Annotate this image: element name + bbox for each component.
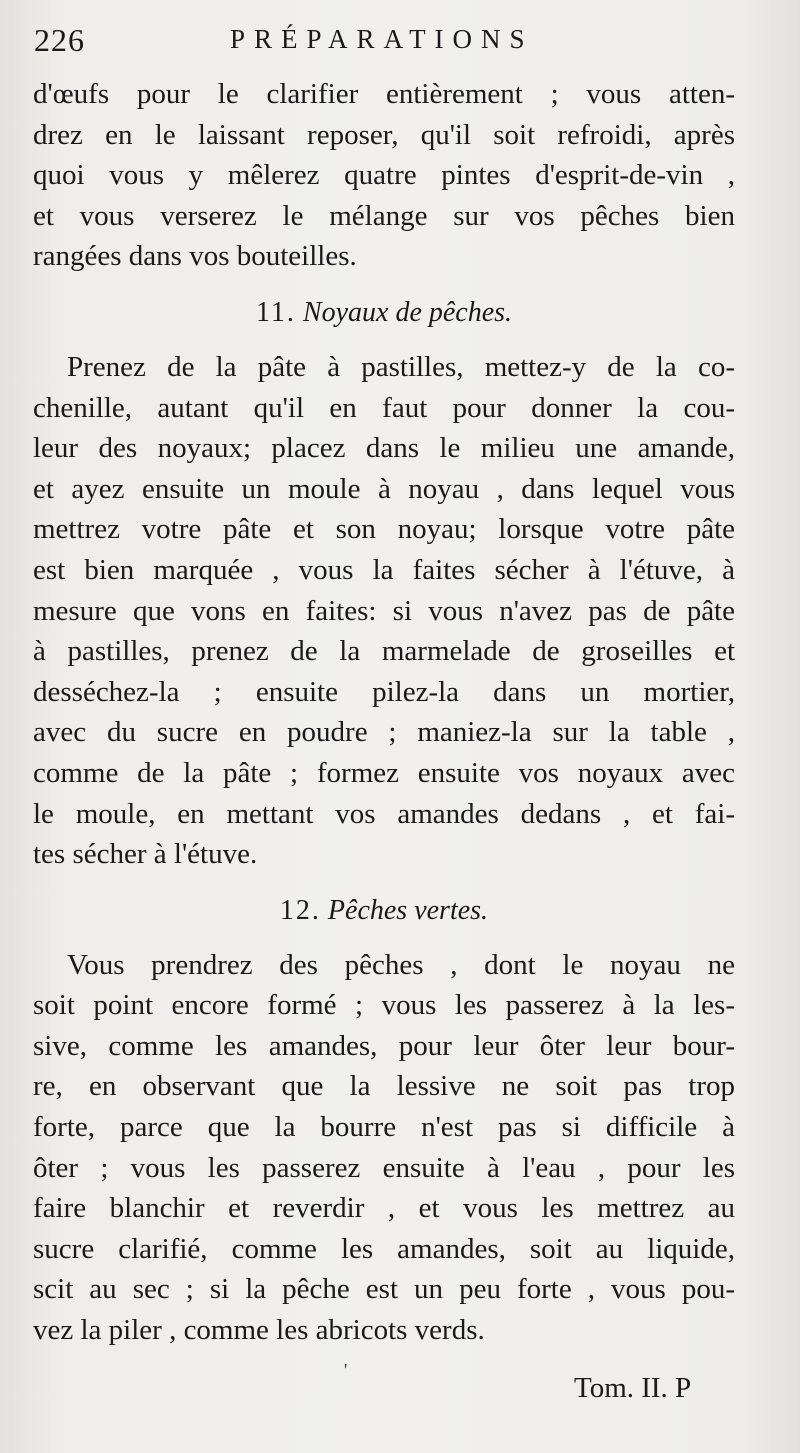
signature-mark: Tom. II. P (574, 1372, 692, 1404)
text-block (33, 74, 735, 1351)
page-number: 226 (34, 22, 85, 58)
text-line: sucre clarifié, comme les amandes, soit au liquide, (33, 1232, 735, 1265)
text-line: d'œufs pour le clarifier entièrement ; vous atten- (33, 78, 735, 110)
section-number: 11. (255, 296, 296, 328)
section-number: 12. (279, 894, 321, 926)
section-title: Noyaux de pêches. (302, 296, 513, 328)
text-line: et vous verserez le mélange sur vos pêches bien (33, 199, 735, 232)
text-line: desséchez-la ; ensuite pilez-la dans un mortier, (33, 675, 735, 708)
text-line: Prenez de la pâte à pastilles, mettez-y de la co- (67, 350, 735, 383)
text-line: chenille, autant qu'il en faut pour donner la cou- (33, 391, 735, 424)
page-footer (0, 1360, 800, 1412)
running-head (30, 22, 770, 66)
text-line: tes sécher à l'étuve. (33, 838, 258, 871)
section-12-paragraph (33, 945, 735, 1351)
section-11-paragraph (33, 347, 735, 875)
running-title: PRÉPARATIONS (230, 24, 534, 54)
text-line: scit au sec ; si la pêche est un peu forte , vous pou- (33, 1273, 735, 1306)
text-line: mettrez votre pâte et son noyau; lorsque votre pâte (33, 513, 735, 546)
paragraph-continued (33, 74, 735, 277)
text-line: est bien marquée , vous la faites sécher à l'étuve, à (33, 553, 735, 586)
text-line: faire blanchir et reverdir , et vous les mettrez au (33, 1192, 735, 1225)
text-line: le moule, en mettant vos amandes dedans , et fai- (33, 797, 735, 830)
section-heading-11 (33, 293, 735, 333)
text-line: Vous prendrez des pêches , dont le noyau ne (67, 948, 735, 981)
text-line: drez en le laissant reposer, qu'il soit refroidi, après (33, 118, 735, 151)
text-line: avec du sucre en poudre ; maniez-la sur la table , (33, 716, 735, 749)
text-line: re, en observant que la lessive ne soit pas trop (33, 1070, 735, 1103)
text-line: mesure que vons en faites: si vous n'avez pas de pâte (33, 594, 735, 627)
text-line: ôter ; vous les passerez ensuite à l'eau , pour les (33, 1151, 735, 1184)
text-line: quoi vous y mêlerez quatre pintes d'esprit-de-vin , (33, 159, 735, 192)
section-heading-12 (33, 891, 735, 931)
text-line: rangées dans vos bouteilles. (33, 240, 357, 273)
text-line: leur des noyaux; placez dans le milieu une amande, (33, 432, 735, 465)
text-line: soit point encore formé ; vous les passerez à la les- (33, 989, 735, 1022)
printer-mark: ' (344, 1360, 348, 1380)
text-line: forte, parce que la bourre n'est pas si difficile à (33, 1111, 735, 1144)
text-line: comme de la pâte ; formez ensuite vos noyaux avec (33, 756, 735, 789)
text-line: à pastilles, prenez de la marmelade de groseilles et (33, 635, 735, 668)
section-title: Pêches vertes. (327, 894, 489, 926)
text-line: sive, comme les amandes, pour leur ôter leur bour- (33, 1029, 735, 1062)
text-line: et ayez ensuite un moule à noyau , dans lequel vous (33, 472, 735, 505)
text-line: vez la piler , comme les abricots verds. (33, 1314, 485, 1347)
